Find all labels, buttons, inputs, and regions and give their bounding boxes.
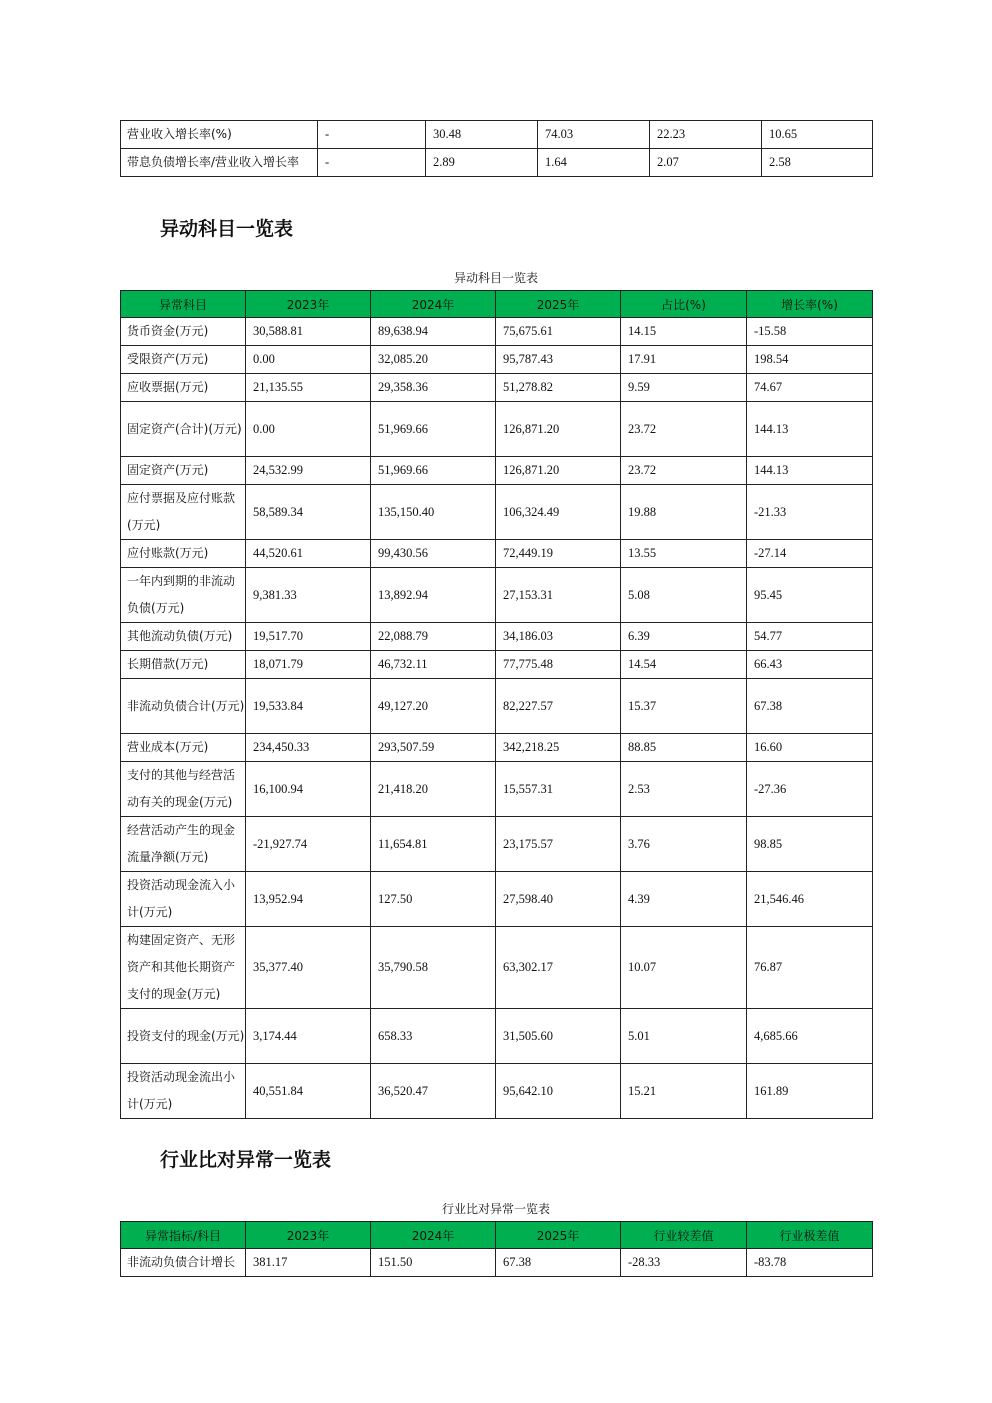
cell-value: 27,153.31 [496,568,621,623]
cell-value: 22.23 [650,121,762,149]
cell-value: 13,892.94 [371,568,496,623]
column-header: 异常指标/科目 [121,1222,246,1249]
cell-value: 381.17 [246,1249,371,1277]
cell-value: 14.15 [621,318,747,346]
cell-value: 198.54 [747,346,873,374]
cell-value: 658.33 [371,1009,496,1064]
cell-value: 66.43 [747,651,873,679]
column-header: 2024年 [371,291,496,318]
cell-value: 3.76 [621,817,747,872]
cell-value: 74.03 [538,121,650,149]
column-header: 占比(%) [621,291,747,318]
table-row [121,374,873,402]
row-label: 货币资金(万元) [121,318,246,346]
cell-value: 34,186.03 [496,623,621,651]
cell-value: 23,175.57 [496,817,621,872]
cell-value: -28.33 [621,1249,747,1277]
cell-value: 10.65 [762,121,873,149]
cell-value: 32,085.20 [371,346,496,374]
cell-value: 106,324.49 [496,485,621,540]
cell-value: 5.01 [621,1009,747,1064]
cell-value: 2.89 [426,149,538,177]
cell-value: 16,100.94 [246,762,371,817]
table-row [121,679,873,734]
cell-value: 15.37 [621,679,747,734]
row-label: 固定资产(合计)(万元) [121,402,246,457]
section-heading: 异动科目一览表 [160,218,294,240]
abnormal-items-table [120,290,873,1119]
row-label: 应付账款(万元) [121,540,246,568]
cell-value: 17.91 [621,346,747,374]
cell-value: 95.45 [747,568,873,623]
cell-value: 44,520.61 [246,540,371,568]
cell-value: 46,732.11 [371,651,496,679]
cell-value: 2.53 [621,762,747,817]
cell-value: 161.89 [747,1064,873,1119]
cell-value: 29,358.36 [371,374,496,402]
cell-value: 54.77 [747,623,873,651]
cell-value: 77,775.48 [496,651,621,679]
cell-value: 51,969.66 [371,457,496,485]
cell-value: 99,430.56 [371,540,496,568]
row-label: 构建固定资产、无形资产和其他长期资产支付的现金(万元) [121,927,246,1009]
cell-value: 88.85 [621,734,747,762]
row-label: 受限资产(万元) [121,346,246,374]
cell-value: 4,685.66 [747,1009,873,1064]
cell-value: -21,927.74 [246,817,371,872]
table-header-row [121,1222,873,1249]
column-header: 行业极差值 [747,1222,873,1249]
row-label: 营业成本(万元) [121,734,246,762]
row-label: 固定资产(万元) [121,457,246,485]
table-row [121,762,873,817]
cell-value: 31,505.60 [496,1009,621,1064]
cell-value: 19.88 [621,485,747,540]
cell-value: 13.55 [621,540,747,568]
cell-value: 2.58 [762,149,873,177]
table-row [121,1009,873,1064]
cell-value: 10.07 [621,927,747,1009]
cell-value: 0.00 [246,346,371,374]
cell-value: -21.33 [747,485,873,540]
column-header: 2024年 [371,1222,496,1249]
cell-value: 3,174.44 [246,1009,371,1064]
cell-value: 151.50 [371,1249,496,1277]
cell-value: 49,127.20 [371,679,496,734]
table-row [121,734,873,762]
cell-value: 18,071.79 [246,651,371,679]
cell-value: 30,588.81 [246,318,371,346]
industry-comparison-table [120,1221,873,1277]
cell-value: 144.13 [747,457,873,485]
cell-value: - [318,121,426,149]
cell-value: 63,302.17 [496,927,621,1009]
cell-value: 82,227.57 [496,679,621,734]
cell-value: 51,278.82 [496,374,621,402]
cell-value: 5.08 [621,568,747,623]
cell-value: 40,551.84 [246,1064,371,1119]
table-header-row [121,291,873,318]
cell-value: 15,557.31 [496,762,621,817]
growth-rate-table [120,120,873,177]
cell-value: 2.07 [650,149,762,177]
table-row [121,540,873,568]
row-label: 一年内到期的非流动负债(万元) [121,568,246,623]
cell-value: 15.21 [621,1064,747,1119]
cell-value: 14.54 [621,651,747,679]
cell-value: 67.38 [747,679,873,734]
column-header: 2023年 [246,291,371,318]
cell-value: 19,533.84 [246,679,371,734]
column-header: 2025年 [496,291,621,318]
row-label: 营业收入增长率(%) [121,121,318,149]
cell-value: 24,532.99 [246,457,371,485]
column-header: 异常科目 [121,291,246,318]
cell-value: 76.87 [747,927,873,1009]
cell-value: 35,790.58 [371,927,496,1009]
cell-value: 9.59 [621,374,747,402]
row-label: 投资支付的现金(万元) [121,1009,246,1064]
table-row [121,817,873,872]
row-label: 支付的其他与经营活动有关的现金(万元) [121,762,246,817]
table-caption: 异动科目一览表 [453,271,538,285]
cell-value: 22,088.79 [371,623,496,651]
cell-value: 89,638.94 [371,318,496,346]
table-row [121,318,873,346]
row-label: 长期借款(万元) [121,651,246,679]
cell-value: 6.39 [621,623,747,651]
cell-value: 36,520.47 [371,1064,496,1119]
table-row [121,872,873,927]
table-row [121,485,873,540]
cell-value: 135,150.40 [371,485,496,540]
cell-value: 11,654.81 [371,817,496,872]
cell-value: 293,507.59 [371,734,496,762]
cell-value: 234,450.33 [246,734,371,762]
cell-value: 4.39 [621,872,747,927]
row-label: 带息负债增长率/营业收入增长率 [121,149,318,177]
table-row [121,402,873,457]
cell-value: 23.72 [621,402,747,457]
cell-value: 21,418.20 [371,762,496,817]
table-caption: 行业比对异常一览表 [441,1202,550,1216]
cell-value: 9,381.33 [246,568,371,623]
column-header: 增长率(%) [747,291,873,318]
cell-value: 126,871.20 [496,457,621,485]
column-header: 2023年 [246,1222,371,1249]
row-label: 投资活动现金流出小计(万元) [121,1064,246,1119]
row-label: 投资活动现金流入小计(万元) [121,872,246,927]
cell-value: 23.72 [621,457,747,485]
cell-value: 58,589.34 [246,485,371,540]
column-header: 2025年 [496,1222,621,1249]
cell-value: 144.13 [747,402,873,457]
table-row [121,149,873,177]
cell-value: -83.78 [747,1249,873,1277]
table-row [121,1249,873,1277]
cell-value: 27,598.40 [496,872,621,927]
cell-value: 98.85 [747,817,873,872]
section-heading: 行业比对异常一览表 [160,1149,332,1171]
cell-value: 19,517.70 [246,623,371,651]
cell-value: 21,546.46 [747,872,873,927]
cell-value: 1.64 [538,149,650,177]
cell-value: -15.58 [747,318,873,346]
row-label: 应收票据(万元) [121,374,246,402]
table-row [121,346,873,374]
cell-value: 51,969.66 [371,402,496,457]
row-label: 非流动负债合计(万元) [121,679,246,734]
cell-value: 127.50 [371,872,496,927]
cell-value: 342,218.25 [496,734,621,762]
table-row [121,457,873,485]
cell-value: -27.14 [747,540,873,568]
cell-value: 74.67 [747,374,873,402]
table-row [121,651,873,679]
table-row [121,1064,873,1119]
row-label: 其他流动负债(万元) [121,623,246,651]
cell-value: 21,135.55 [246,374,371,402]
cell-value: 75,675.61 [496,318,621,346]
cell-value: 95,787.43 [496,346,621,374]
cell-value: 35,377.40 [246,927,371,1009]
cell-value: 13,952.94 [246,872,371,927]
cell-value: 126,871.20 [496,402,621,457]
row-label: 应付票据及应付账款(万元) [121,485,246,540]
cell-value: 72,449.19 [496,540,621,568]
table-row [121,623,873,651]
table-row [121,927,873,1009]
cell-value: 67.38 [496,1249,621,1277]
column-header: 行业较差值 [621,1222,747,1249]
table-row [121,121,873,149]
cell-value: 95,642.10 [496,1064,621,1119]
cell-value: 0.00 [246,402,371,457]
cell-value: - [318,149,426,177]
cell-value: 16.60 [747,734,873,762]
table-row [121,568,873,623]
cell-value: 30.48 [426,121,538,149]
cell-value: -27.36 [747,762,873,817]
row-label: 经营活动产生的现金流量净额(万元) [121,817,246,872]
row-label: 非流动负债合计增长 [121,1249,246,1277]
